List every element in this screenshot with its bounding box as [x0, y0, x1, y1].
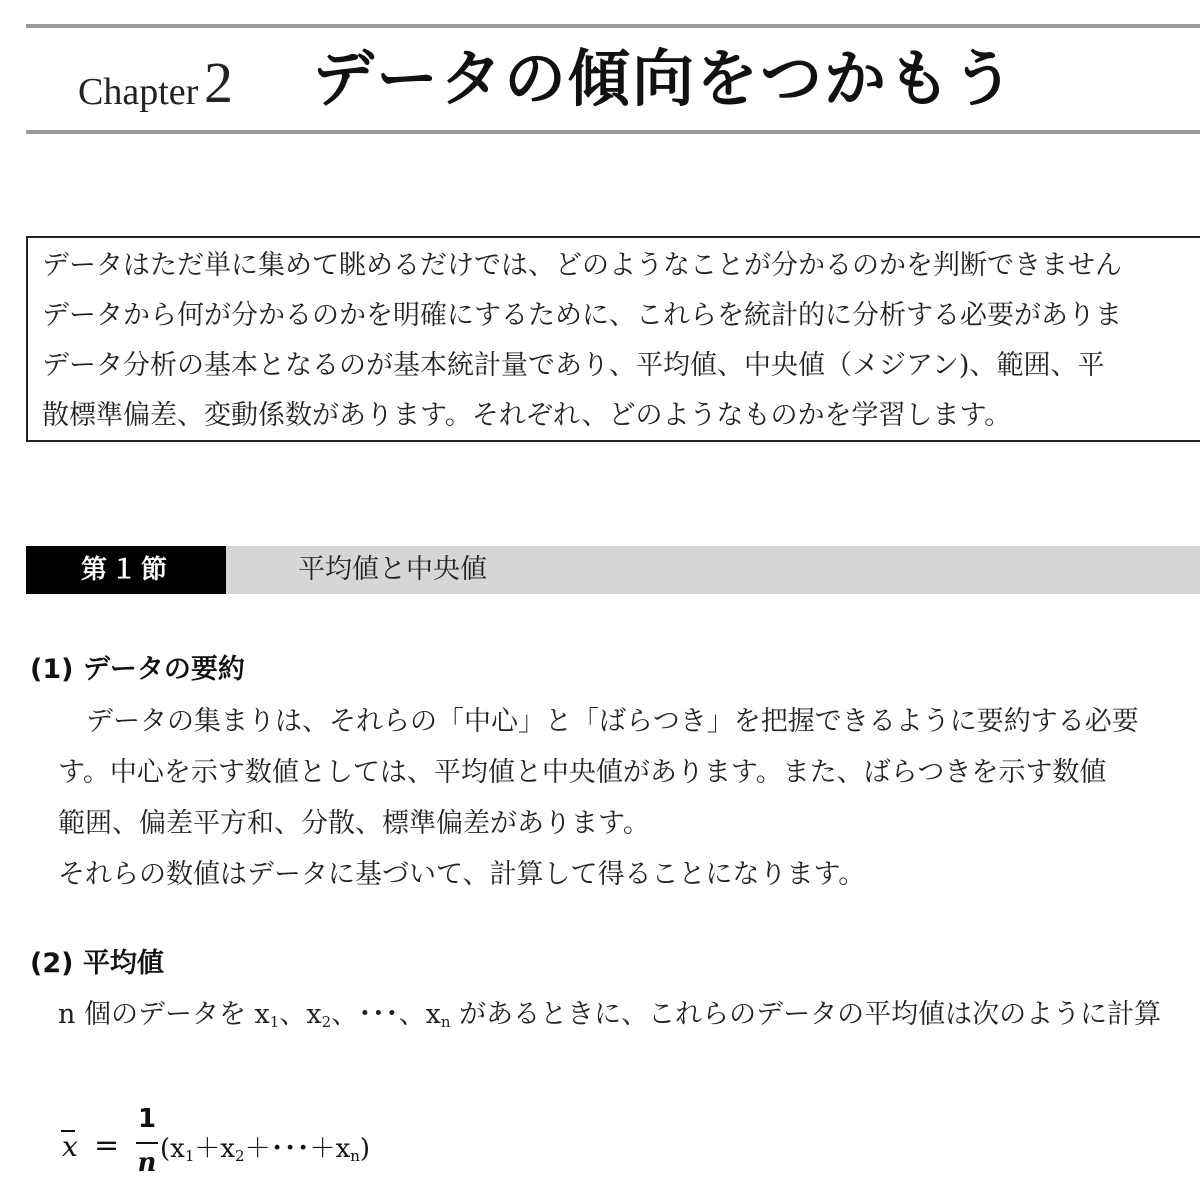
subscript: 2: [235, 1147, 245, 1165]
chapter-title: データの傾向をつかもう: [312, 42, 1017, 115]
section-badge: 第１節: [26, 546, 226, 594]
mean-text-sep: 、･･･、x: [331, 999, 441, 1030]
intro-line: データ分析の基本となるのが基本統計量であり、平均値、中央値（メジアン)、範囲、平: [42, 350, 1105, 381]
body-paragraph-line: それらの数値はデータに基づいて、計算して得ることになります。: [58, 859, 866, 890]
mean-text-prefix: n 個のデータを x: [58, 999, 270, 1030]
subscript: 2: [321, 1013, 332, 1031]
formula-fraction: [136, 1104, 158, 1182]
expr-part: (x: [160, 1134, 185, 1164]
subscript: 1: [184, 1147, 195, 1165]
body-paragraph-line: 範囲、偏差平方和、分散、標準偏差があります。: [58, 808, 650, 839]
subscript: 1: [269, 1013, 280, 1031]
chapter-header: [26, 24, 1200, 134]
subscript: n: [440, 1013, 451, 1031]
expr-part: ＋x: [194, 1134, 236, 1164]
fraction-denominator: n: [137, 1148, 157, 1178]
mean-formula: [58, 1104, 658, 1184]
fraction-numerator: 1: [137, 1104, 157, 1134]
chapter-number: 2: [204, 50, 233, 115]
formula-sum-expression: [160, 1128, 370, 1165]
section-bar: [26, 546, 1200, 594]
expr-part: ＋･･･＋x: [244, 1134, 351, 1164]
expr-part: ): [359, 1134, 371, 1164]
intro-line: データはただ単に集めて眺めるだけでは、どのようなことが分かるのかを判断できません: [42, 250, 1122, 281]
mean-intro-line: [58, 1001, 1161, 1030]
chapter-label: Chapter: [78, 71, 199, 113]
mean-text-sep: 、x: [279, 999, 322, 1030]
subsection-heading-mean: (2) 平均値: [30, 948, 164, 979]
subscript: n: [350, 1147, 360, 1165]
fraction-bar: [136, 1142, 158, 1144]
intro-line: データから何が分かるのかを明確にするために、これらを統計的に分析する必要がありま: [42, 300, 1122, 331]
formula-equals: =: [94, 1128, 120, 1163]
mean-text-suffix: があるときに、これらのデータの平均値は次のように計算: [450, 999, 1162, 1030]
body-paragraph-line: データの集まりは、それらの「中心」と「ばらつき」を把握できるように要約する必要: [86, 706, 1139, 737]
section-title: 平均値と中央値: [298, 554, 487, 585]
body-paragraph-line: す。中心を示す数値としては、平均値と中央値があります。また、ばらつきを示す数値: [58, 757, 1107, 788]
intro-line: 散標準偏差、変動係数があります。それぞれ、どのようなものかを学習します。: [42, 400, 1012, 431]
intro-box: [26, 236, 1200, 442]
formula-xbar: x: [62, 1130, 78, 1163]
subsection-heading-summary: (1) データの要約: [30, 654, 245, 685]
